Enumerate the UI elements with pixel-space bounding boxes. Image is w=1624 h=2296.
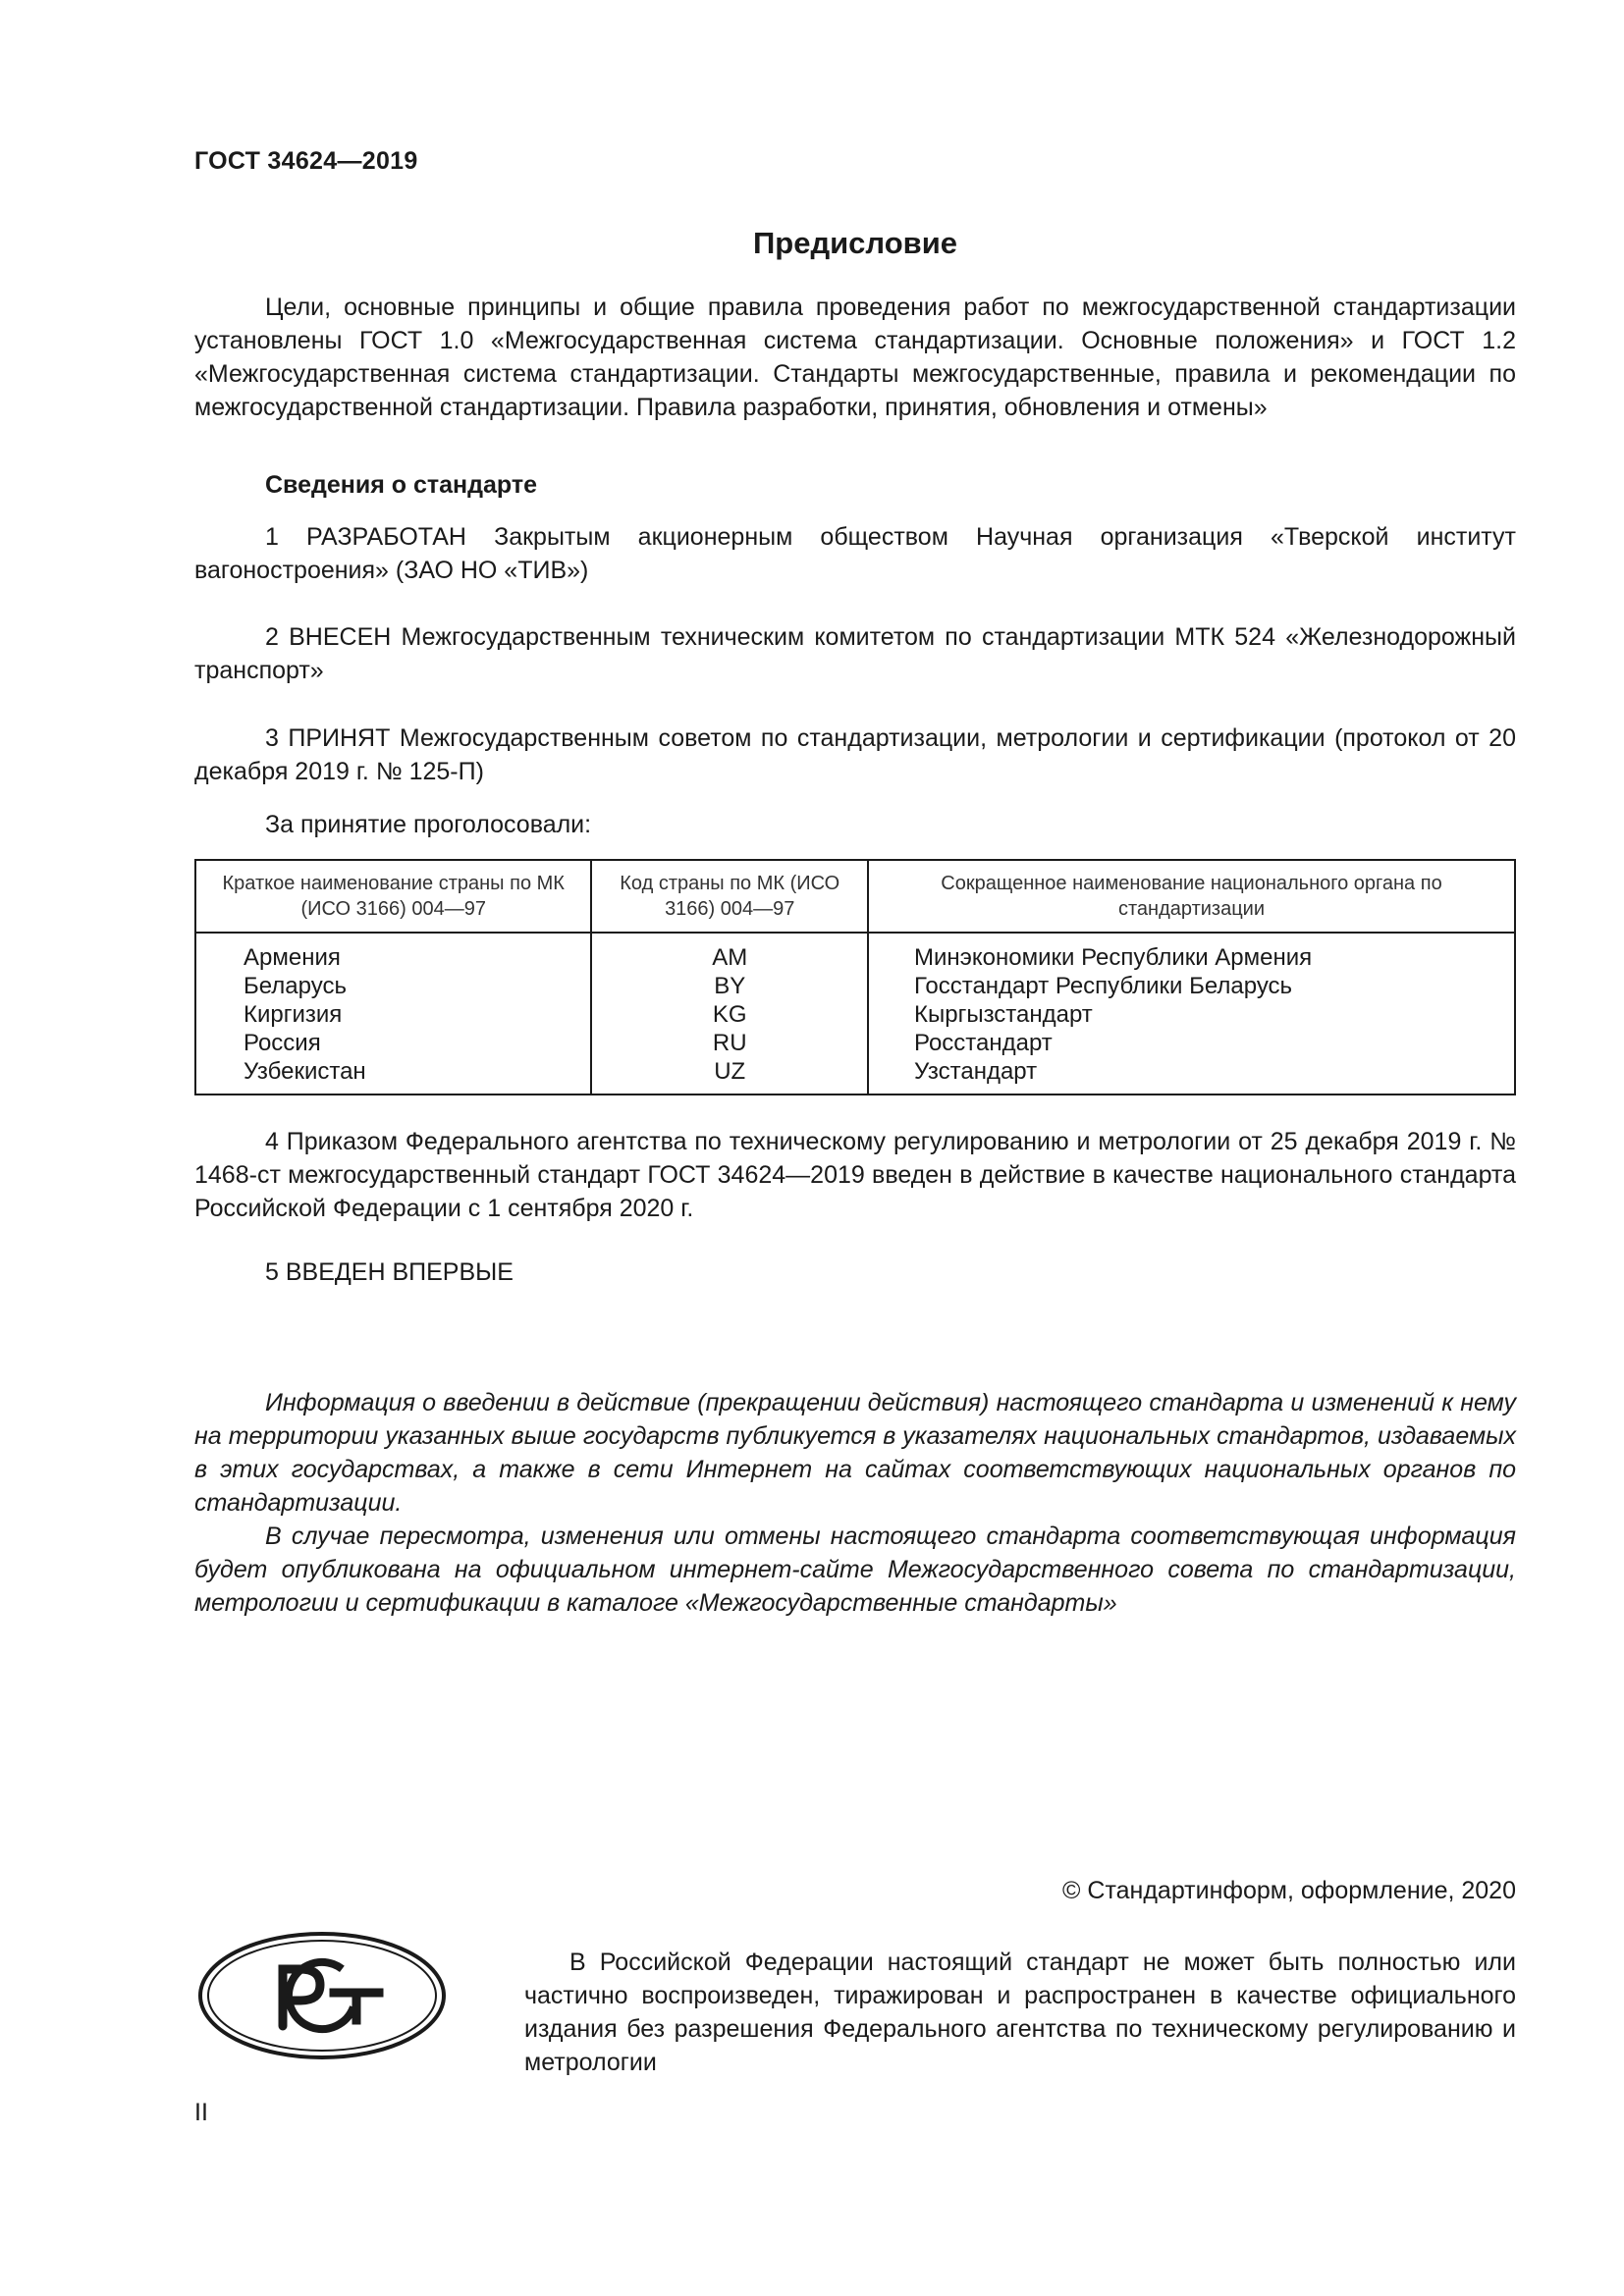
item-adopted: 3 ПРИНЯТ Межгосударственным советом по стандартизации, метрологии и сертификации (протокол от 20 декабря 2019 г. № 125-П) xyxy=(194,724,1516,785)
country-code: KG xyxy=(591,1000,868,1029)
country-code: RU xyxy=(591,1029,868,1057)
document-header: ГОСТ 34624—2019 xyxy=(194,147,418,175)
item-first-introduced: 5 ВВЕДЕН ВПЕРВЫЕ xyxy=(265,1258,514,1286)
country-name: Беларусь xyxy=(244,973,347,999)
standards-body: Минэкономики Республики Армения xyxy=(868,933,1515,972)
table-row xyxy=(195,1057,1515,1095)
voting-countries-table xyxy=(194,859,1516,1095)
table-row xyxy=(195,1029,1515,1057)
country-name: Киргизия xyxy=(244,1001,343,1028)
country-code: BY xyxy=(591,972,868,1000)
header-country-code: Код страны по МК (ИСО 3166) 004—97 xyxy=(591,860,868,933)
country-name: Россия xyxy=(244,1030,321,1056)
page-number: II xyxy=(194,2099,208,2126)
table-header-row xyxy=(195,860,1515,933)
table-row xyxy=(195,933,1515,972)
standards-body: Узстандарт xyxy=(868,1057,1515,1095)
table-row xyxy=(195,972,1515,1000)
standards-body: Кыргызстандарт xyxy=(868,1000,1515,1029)
info-heading: Сведения о стандарте xyxy=(265,471,538,499)
reproduction-notice: В Российской Федерации настоящий стандарт не может быть полностью или частично воспроизведен, тиражирован и распространен в качестве официального издания без разрешения Федерального агентства по техническому регулированию и метрологии xyxy=(524,1949,1516,2076)
country-code: UZ xyxy=(591,1057,868,1095)
intro-paragraph: Цели, основные принципы и общие правила проведения работ по межгосударственной стандартизации установлены ГОСТ 1.0 «Межгосударственная система стандартизации. Основные положения» и ГОСТ 1.2 «Межгосударственная система стандартизации. Стандарты межгосударственные, правила и рекомендации по межгосударственной стандартизации. Правила разработки, принятия, обновления и отмены» xyxy=(194,294,1516,421)
country-name: Армения xyxy=(244,944,341,971)
info-italic-paragraph-2: В случае пересмотра, изменения или отмены настоящего стандарта соответствующая информация будет опубликована на официальном интернет-сайте Межгосударственного совета по стандартизации, метрологии и сертификации в каталоге «Межгосударственные стандарты» xyxy=(194,1522,1516,1617)
standards-body: Госстандарт Республики Беларусь xyxy=(868,972,1515,1000)
header-standards-body: Сокращенное наименование национального органа по стандартизации xyxy=(868,860,1515,933)
copyright-line: © Стандартинформ, оформление, 2020 xyxy=(1062,1877,1516,1904)
info-italic-paragraph-1: Информация о введении в действие (прекращении действия) настоящего стандарта и изменений к нему на территории указанных выше государств публикуется в указателях национальных стандартов, издаваемых в этих государствах, а также в сети Интернет на сайтах соответствующих национальных органов по стандартизации. xyxy=(194,1389,1516,1517)
header-country-name: Краткое наименование страны по МК (ИСО 3166) 004—97 xyxy=(195,860,591,933)
country-name: Узбекистан xyxy=(244,1058,366,1085)
country-code: AM xyxy=(591,933,868,972)
item-order: 4 Приказом Федерального агентства по техническому регулированию и метрологии от 25 декабря 2019 г. № 1468-ст межгосударственный стандарт ГОСТ 34624—2019 введен в действие в качестве национального стандарта Российской Федерации с 1 сентября 2020 г. xyxy=(194,1128,1516,1222)
standards-body: Росстандарт xyxy=(868,1029,1515,1057)
item-introduced: 2 ВНЕСЕН Межгосударственным техническим комитетом по стандартизации МТК 524 «Железнодорожный транспорт» xyxy=(194,623,1516,684)
rst-logo-icon xyxy=(196,1930,448,2061)
table-row xyxy=(195,1000,1515,1029)
page-title: Предисловие xyxy=(752,226,957,260)
item-developed: 1 РАЗРАБОТАН Закрытым акционерным обществом Научная организация «Тверской институт вагоностроения» (ЗАО НО «ТИВ») xyxy=(194,523,1516,584)
voted-label: За принятие проголосовали: xyxy=(265,811,592,838)
